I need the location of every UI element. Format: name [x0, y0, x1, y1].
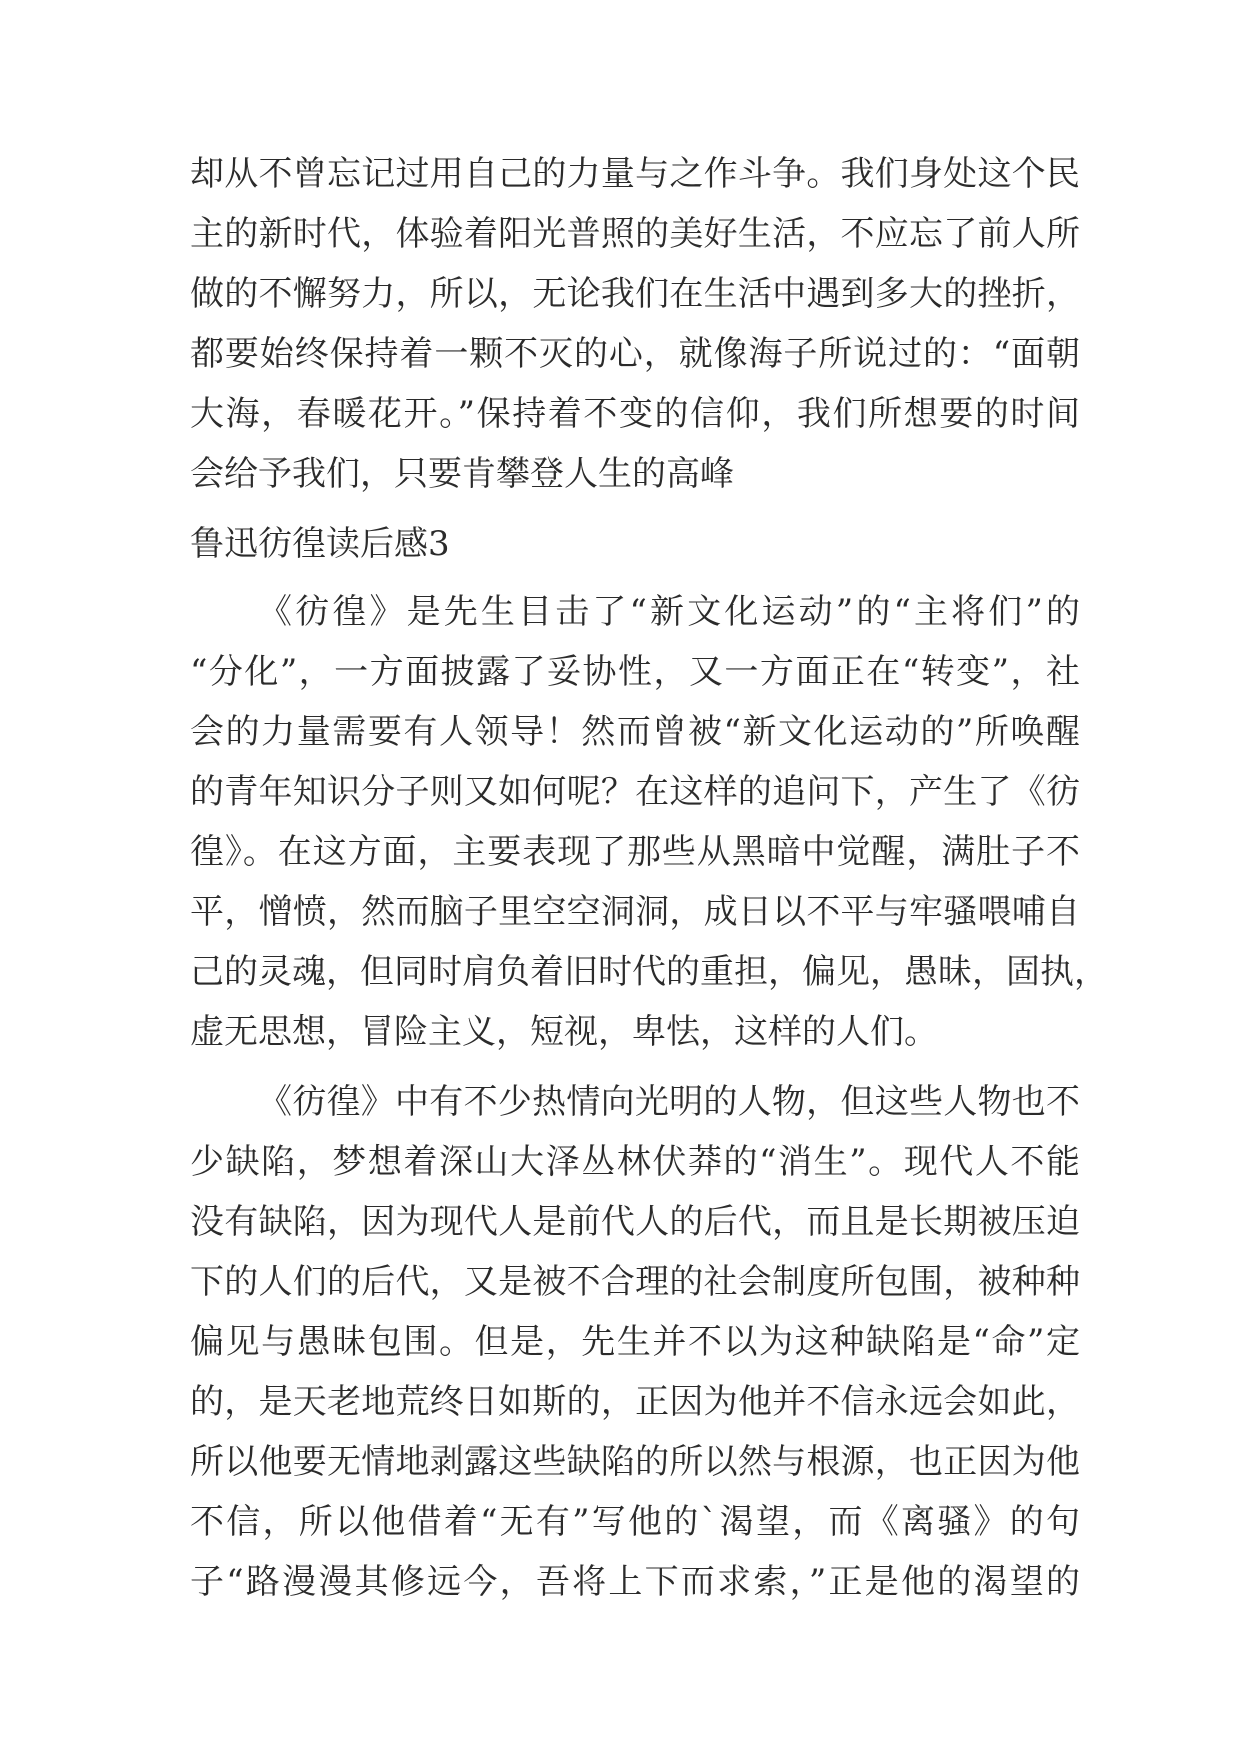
text-line: 主的新时代，体验着阳光普照的美好生活，不应忘了前人所: [190, 214, 1080, 254]
text-line: 子“路漫漫其修远今，吾将上下而求索，”正是他的渴望的: [190, 1562, 1080, 1602]
text-line: 会的力量需要有人领导！然而曾被“新文化运动的”所唤醒: [190, 712, 1080, 752]
text-line: 己的灵魂，但同时肩负着旧时代的重担，偏见，愚昧，固执，: [190, 952, 1108, 992]
text-line: 虚无思想，冒险主义，短视，卑怯，这样的人们。: [190, 1012, 938, 1052]
text-line: 下的人们的后代，又是被不合理的社会制度所包围，被种种: [190, 1262, 1080, 1302]
continued-paragraph: [190, 144, 1080, 504]
section-title: 鲁迅彷徨读后感3: [190, 524, 450, 564]
text-line: 做的不懈努力，所以，无论我们在生活中遇到多大的挫折，: [190, 274, 1080, 314]
text-line: 《彷徨》是先生目击了“新文化运动”的“主将们”的: [258, 592, 1080, 632]
text-line: 平，憎愤，然而脑子里空空洞洞，成日以不平与牢骚喂哺自: [190, 892, 1080, 932]
text-line: 没有缺陷，因为现代人是前代人的后代，而且是长期被压迫: [190, 1202, 1080, 1242]
text-line: 却从不曾忘记过用自己的力量与之作斗争。我们身处这个民: [190, 154, 1080, 194]
text-line: 大海，春暖花开。”保持着不变的信仰，我们所想要的时间: [190, 394, 1080, 434]
text-line: 的青年知识分子则又如何呢？在这样的追问下，产生了《彷: [190, 772, 1080, 812]
paragraph-2: [190, 1072, 1080, 1612]
text-line: 徨》。在这方面，主要表现了那些从黑暗中觉醒，满肚子不: [190, 832, 1080, 872]
paragraph-1: [190, 582, 1108, 1062]
text-line: 少缺陷，梦想着深山大泽丛林伏莽的“消生”。现代人不能: [190, 1142, 1080, 1182]
text-line: 会给予我们，只要肯攀登人生的高峰: [190, 454, 734, 494]
text-line: 偏见与愚昧包围。但是，先生并不以为这种缺陷是“命”定: [190, 1322, 1080, 1362]
text-line: 都要始终保持着一颗不灭的心，就像海子所说过的：“面朝: [190, 334, 1080, 374]
paragraph-gap: [190, 1062, 1080, 1072]
text-line: 的，是天老地荒终日如斯的，正因为他并不信永远会如此，: [190, 1382, 1080, 1422]
document-body: [190, 144, 1108, 1612]
text-line: 不信，所以他借着“无有”写他的`渴望，而《离骚》的句: [190, 1502, 1080, 1542]
text-line: “分化”，一方面披露了妥协性，又一方面正在“转变”，社: [190, 652, 1080, 692]
text-line: 《彷徨》中有不少热情向光明的人物，但这些人物也不: [258, 1082, 1080, 1122]
text-line: 所以他要无情地剥露这些缺陷的所以然与根源，也正因为他: [190, 1442, 1080, 1482]
